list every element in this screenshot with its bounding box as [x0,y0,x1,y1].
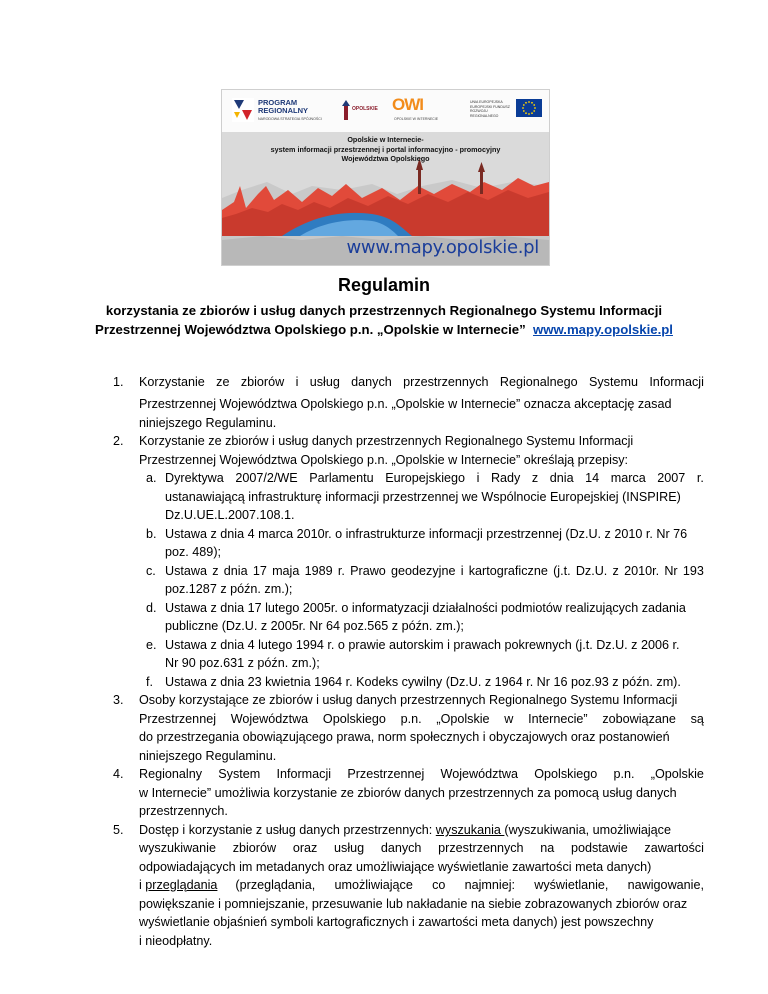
word: Dyrektywa [165,471,224,485]
justified-line [139,710,704,729]
word: danych [380,841,422,855]
program-subtitle: NARODOWA STRATEGIA SPÓJNOŚCI [258,117,322,121]
owi-logo [390,95,446,125]
document-subtitle-line2 [0,320,768,339]
justified-line [139,373,704,392]
list-text-line: publiczne (Dz.U. z 2005r. Nr 64 poz.565 z późn. zm.); [165,619,464,633]
list-text: Dostęp i korzystanie z usług danych przestrzennych: [139,823,436,837]
word: na [540,841,555,855]
word: oraz [292,841,318,855]
list-number: 3. [113,693,124,707]
list-text-line: przestrzennych. [139,804,228,818]
word: dnia [549,471,574,485]
word: System [218,767,261,781]
word: p.n. [400,712,422,726]
list-number: 5. [113,823,124,837]
word: zawartości [644,841,704,855]
word: usług [334,841,365,855]
document-subtitle [0,301,768,339]
list-letter: b. [146,527,157,541]
list-text-line: Przestrzennej Województwa Opolskiego p.n. „Opolskie w Internecie” określają przepisy: [139,453,629,467]
word: geodezyjne [391,564,456,578]
list-letter: e. [146,638,157,652]
word: danych [351,375,392,389]
list-number: 1. [113,375,124,389]
word: Informacji [276,767,332,781]
word: Rady [490,471,521,485]
word: Nr [664,564,678,578]
word: przestrzennych [438,841,524,855]
banner-title [222,135,549,164]
word: 17 [252,564,267,578]
word: nawigowanie, [627,878,704,892]
word: z [212,564,219,578]
owi-logo-text: OWI [392,95,423,114]
word: wyszukiwanie [139,841,216,855]
program-regionalny-logo [232,96,322,124]
word: wyświetlanie, [534,878,609,892]
word: Systemu [588,375,638,389]
word: Informacji [649,375,704,389]
word: maja [272,564,300,578]
word: (j.t. [553,564,571,578]
list-text: (wyszukiwania, umożliwiające [504,823,671,837]
list-number: 2. [113,434,124,448]
word: kartograficzne [468,564,548,578]
list-letter: c. [146,564,156,578]
list-text-line: Osoby korzystające ze zbiorów i usług danych przestrzennych Regionalnego Systemu Informacji [139,693,678,707]
list-letter: f. [146,675,153,689]
banner-title-line: system informacji przestrzennej i portal informacyjno - promocyjny [270,144,501,154]
justified-line [139,765,704,784]
word: Regionalnego [499,375,578,389]
word: najmniej: [464,878,516,892]
list-text-line: Ustawa z dnia 17 lutego 2005r. o informatyzacji działalności podmiotów realizujących zadania [165,601,686,615]
list-text-line: niniejszego Regulaminu. [139,749,277,763]
justified-line [165,469,704,488]
header-banner [221,89,550,266]
logo-strip [222,90,549,132]
opolskie-logo [340,98,384,124]
word: usług [309,375,340,389]
owi-logo-subtitle: OPOLSKIE W INTERNECIE [394,117,439,121]
banner-title-line: Opolskie w Internecie- [347,135,424,144]
word: Przestrzennej [347,767,425,781]
program-regionalny-mark-icon [232,98,254,122]
word: r. [337,564,345,578]
banner-title-line: Województwa Opolskiego [341,154,430,163]
justified-line [217,876,704,895]
word: Opolskiego [534,767,598,781]
word: Europejskiego [385,471,465,485]
word: Korzystanie [139,375,205,389]
word: Opolskiego [322,712,386,726]
list-text-line: Ustawa z dnia 4 marca 2010r. o infrastrukturze informacji przestrzennej (Dz.U. z 2010 r. Nr 76 [165,527,688,541]
word: 2010r. [624,564,660,578]
word: i [295,375,299,389]
przegladania-term: przeglądania [145,878,218,892]
word: Dz.U. [575,564,608,578]
list-text-line: Ustawa z dnia 4 lutego 1994 r. o prawie autorskim i prawach pokrewnych (j.t. Dz.U. z 2006 r. [165,638,680,652]
justified-line [139,839,704,858]
word: podstawie [570,841,628,855]
word: 1989 [304,564,333,578]
list-text-line: odpowiadających im metadanych oraz umożliwiające wyświetlanie zawartości meta danych) [139,860,652,874]
word: 2007/2/WE [235,471,298,485]
program-title-line2: REGIONALNY [258,106,309,115]
word: (przeglądania, [235,878,316,892]
word: dnia [223,564,248,578]
word: Ustawa [165,564,207,578]
list-letter: d. [146,601,157,615]
list-text-line: poz.1287 z późn. zm.); [165,582,293,596]
word: i [476,471,480,485]
list-text-line: ustanawiającą infrastrukturę informacji przestrzennej we Wspólnocie Europejskiej (INSPIRE) [165,490,681,504]
list-text-line: powiększanie i pomniejszanie, przesuwanie lub nakładanie na siebie zobrazowanych zbiorów oraz [139,897,688,911]
list-text-line: Przestrzennej Województwa Opolskiego p.n. „Opolskie w Internecie” oznacza akceptację zasad [139,397,672,411]
word: Prawo [350,564,386,578]
list-text-line: poz. 489); [165,545,222,559]
list-letter: a. [146,471,157,485]
word: umożliwiające [334,878,413,892]
word: Przestrzennej [139,712,216,726]
word: zbiorów [240,375,285,389]
word: i [460,564,464,578]
word: „Opolskie [650,767,704,781]
word: z [531,471,539,485]
eu-flag-icon [516,99,542,117]
word: ze [216,375,230,389]
eu-logo-text: UNIA EUROPEJSKA EUROPEJSKI FUNDUSZ ROZWOJU REGIONALNEGO [470,100,510,118]
justified-line-mixed [139,876,704,895]
word: „Opolskie [436,712,490,726]
word: r. [696,471,704,485]
wyszukania-term: wyszukania [435,823,505,837]
word: przestrzennych [403,375,489,389]
list-number: 4. [113,767,124,781]
list-text-line: niniejszego Regulaminu. [139,416,277,430]
document-title: Regulamin [337,275,430,295]
list-text-line: i nieodpłatny. [139,934,213,948]
list-text-line: Nr 90 poz.631 z późn. zm.); [165,656,320,670]
list-text-line: Dz.U.UE.L.2007.108.1. [165,508,295,522]
word: Województwa [230,712,309,726]
list-text-line: do przestrzegania obowiązującego prawa, norm społecznych i obyczajowych oraz postanowień [139,730,670,744]
portal-link[interactable]: www.mapy.opolskie.pl [533,322,673,337]
word: Regionalny [139,767,203,781]
word: w [504,712,514,726]
list-text: i [139,878,146,892]
word: p.n. [613,767,635,781]
word: 2007 [657,471,686,485]
word: zobowiązane [602,712,676,726]
list-text-line: Ustawa z dnia 23 kwietnia 1964 r. Kodeks cywilny (Dz.U. z 1964 r. Nr 16 poz.93 z późn. zm). [165,675,681,689]
opolskie-crest-icon [340,100,352,122]
word: 14 [585,471,600,485]
document-subtitle-text: Przestrzennej Województwa Opolskiego p.n. „Opolskie w Internecie” [95,322,526,337]
opolskie-logo-text: OPOLSKIE [352,106,378,112]
list-text-line [139,821,671,840]
word: Internecie” [528,712,588,726]
word: Parlamentu [309,471,374,485]
word: z [612,564,619,578]
eu-logo [470,97,544,125]
justified-line [165,562,704,581]
banner-url[interactable]: www.mapy.opolskie.pl [346,237,539,258]
word: 193 [682,564,704,578]
word: są [690,712,704,726]
document-subtitle-line1: korzystania ze zbiorów i usług danych przestrzennych Regionalnego Systemu Informacji [105,303,663,318]
word: co [432,878,446,892]
word: zbiorów [232,841,277,855]
word: marca [610,471,646,485]
list-text-line: Korzystanie ze zbiorów i usług danych przestrzennych Regionalnego Systemu Informacji [139,434,634,448]
word: Województwa [440,767,519,781]
program-title-line1: PROGRAM [258,98,298,107]
list-text-line: wyświetlanie objaśnień symboli kartograficznych i zawartości meta danych) jest powszechny [139,915,654,929]
list-text-line: w Internecie” umożliwia korzystanie ze zbiorów danych przestrzennych za pomocą usług danych [139,786,677,800]
